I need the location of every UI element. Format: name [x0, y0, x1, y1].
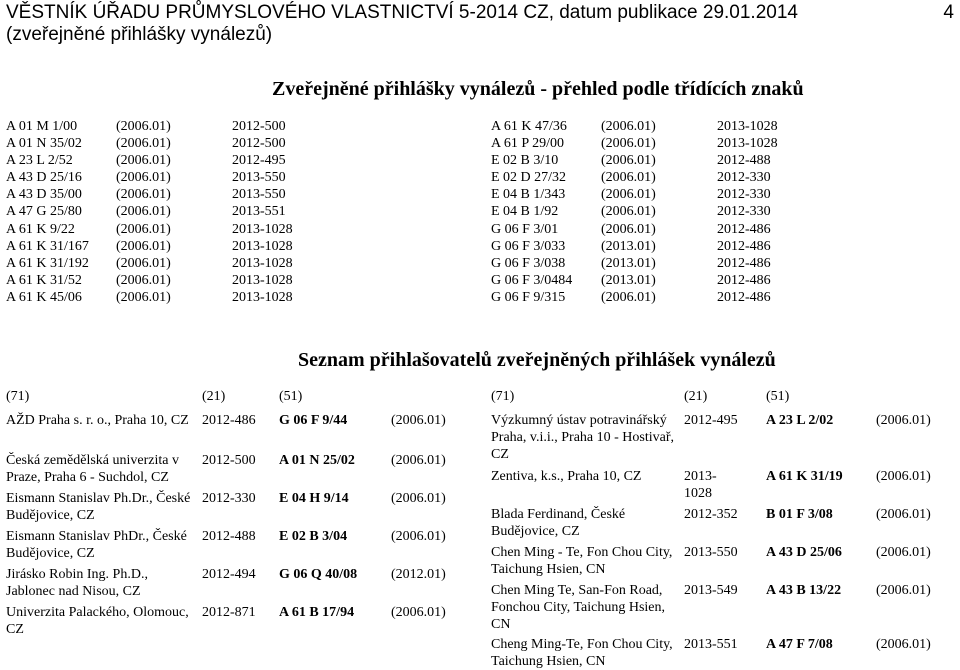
- col-71-header: (71): [6, 389, 30, 404]
- application-number: 2012-486: [717, 221, 771, 237]
- applicant-name: Eismann Stanislav PhDr., České Budějovice, CZ: [6, 529, 187, 561]
- applicant-name: AŽD Praha s. r. o., Praha 10, CZ: [6, 413, 189, 428]
- classification-code: A 01 N 25/02: [279, 453, 355, 468]
- classification-code: B 01 F 3/08: [766, 507, 833, 522]
- application-number: 2013-550: [684, 545, 738, 560]
- classification-code: A 61 K 31/19: [766, 469, 843, 484]
- classification-version: (2006.01): [876, 469, 931, 484]
- applicant-name: Blada Ferdinand, České Budějovice, CZ: [491, 507, 626, 539]
- classification-row: [491, 186, 951, 203]
- classification-code: G 06 F 3/01: [491, 221, 559, 237]
- classification-code: A 23 L 2/52: [6, 153, 73, 169]
- classification-version: (2006.01): [601, 221, 656, 237]
- application-number: 2012-486: [717, 238, 771, 254]
- classification-version: (2006.01): [601, 153, 656, 169]
- application-number: 2012-352: [684, 507, 738, 522]
- application-number: 2012-488: [717, 153, 771, 169]
- application-number: 2012-486: [202, 413, 256, 428]
- applicant-name: Cheng Ming-Te, Fon Chou City, Taichung Hsien, CN: [491, 637, 673, 669]
- classification-row: [491, 135, 951, 152]
- classification-row: [491, 221, 951, 238]
- application-number: 2012-330: [202, 491, 256, 506]
- classification-code: A 61 K 9/22: [6, 221, 75, 237]
- application-number: 2013-550: [232, 170, 286, 186]
- classification-code: A 61 K 31/192: [6, 255, 89, 271]
- applicants-list-left: [6, 412, 466, 668]
- classification-version: (2006.01): [116, 153, 171, 169]
- classification-version: (2006.01): [116, 255, 171, 271]
- application-number: 2013-1028: [717, 136, 778, 152]
- applicant-name: Eismann Stanislav Ph.Dr., České Budějovice, CZ: [6, 491, 191, 523]
- application-number: 2013-551: [232, 204, 286, 220]
- classification-table-right: [491, 118, 951, 306]
- classification-code: E 04 B 1/343: [491, 187, 566, 203]
- classification-version: (2006.01): [391, 453, 446, 468]
- classification-code: A 47 G 25/80: [6, 204, 82, 220]
- application-number: 2013-1028: [232, 238, 293, 254]
- classification-code: A 61 P 29/00: [491, 136, 564, 152]
- classification-table-left: [6, 118, 466, 306]
- applicant-name: Chen Ming - Te, Fon Chou City, Taichung Hsien, CN: [491, 545, 673, 577]
- classification-version: (2006.01): [116, 272, 171, 288]
- classification-row: [491, 152, 951, 169]
- section-title-classification: Zveřejněné přihlášky vynálezů - přehled podle třídících znaků: [272, 78, 804, 100]
- classification-row: [6, 289, 466, 306]
- application-number: 2012-495: [232, 153, 286, 169]
- classification-code: E 04 B 1/92: [491, 204, 559, 220]
- classification-version: (2006.01): [116, 136, 171, 152]
- classification-row: [6, 221, 466, 238]
- classification-row: [6, 186, 466, 203]
- applicant-name: Česká zemědělská univerzita v Praze, Praha 6 - Suchdol, CZ: [6, 453, 179, 485]
- classification-code: A 43 D 35/00: [6, 187, 82, 203]
- application-number: 2012-488: [202, 529, 256, 544]
- application-number: 2012-495: [684, 413, 738, 428]
- classification-version: (2006.01): [876, 545, 931, 560]
- classification-row: [491, 255, 951, 272]
- journal-title: VĚSTNÍK ÚŘADU PRŮMYSLOVÉHO VLASTNICTVÍ 5-2014 CZ, datum publikace 29.01.2014: [6, 2, 798, 23]
- classification-version: (2006.01): [391, 605, 446, 620]
- classification-row: [6, 152, 466, 169]
- application-number: 2012-494: [202, 567, 256, 582]
- classification-version: (2006.01): [391, 413, 446, 428]
- application-number: 2013-1028: [684, 469, 717, 501]
- classification-version: (2006.01): [116, 119, 171, 134]
- classification-row: [6, 203, 466, 220]
- classification-row: [491, 272, 951, 289]
- classification-code: A 61 K 31/52: [6, 272, 82, 288]
- classification-code: E 02 B 3/10: [491, 153, 559, 169]
- classification-version: (2006.01): [391, 529, 446, 544]
- classification-code: A 61 K 47/36: [491, 119, 567, 134]
- classification-code: A 01 N 35/02: [6, 136, 82, 152]
- classification-row: [491, 238, 951, 255]
- application-number: 2012-330: [717, 187, 771, 203]
- classification-row: [6, 255, 466, 272]
- application-number: 2013-549: [684, 583, 738, 598]
- journal-subtitle: (zveřejněné přihlášky vynálezů): [6, 24, 273, 45]
- classification-code: A 61 K 45/06: [6, 289, 82, 305]
- classification-code: E 02 D 27/32: [491, 170, 567, 186]
- classification-code: E 04 H 9/14: [279, 491, 349, 506]
- applicant-name: Chen Ming Te, San-Fon Road, Fonchou City, Taichung Hsien, CN: [491, 583, 666, 632]
- classification-code: G 06 Q 40/08: [279, 567, 358, 582]
- classification-code: G 06 F 9/315: [491, 289, 566, 305]
- applicant-name: Jirásko Robin Ing. Ph.D., Jablonec nad Nisou, CZ: [6, 567, 148, 599]
- application-number: 2013-1028: [232, 289, 293, 305]
- page-number: 4: [943, 2, 954, 23]
- classification-code: G 06 F 9/44: [279, 413, 348, 428]
- classification-version: (2012.01): [391, 567, 446, 582]
- classification-row: [6, 169, 466, 186]
- classification-code: A 01 M 1/00: [6, 119, 78, 134]
- classification-row: [6, 118, 466, 135]
- classification-version: (2006.01): [876, 637, 931, 652]
- classification-version: (2006.01): [601, 204, 656, 220]
- classification-version: (2006.01): [116, 170, 171, 186]
- classification-version: (2006.01): [601, 170, 656, 186]
- classification-version: (2006.01): [116, 204, 171, 220]
- page-header: [6, 2, 954, 46]
- application-number: 2012-486: [717, 272, 771, 288]
- classification-code: G 06 F 3/033: [491, 238, 566, 254]
- application-number: 2012-330: [717, 170, 771, 186]
- application-number: 2012-486: [717, 255, 771, 271]
- classification-row: [491, 203, 951, 220]
- classification-row: [491, 169, 951, 186]
- classification-version: (2006.01): [116, 238, 171, 254]
- col-21-header: (21): [202, 389, 226, 404]
- application-number: 2012-500: [232, 119, 286, 134]
- applicant-name: Zentiva, k.s., Praha 10, CZ: [491, 469, 642, 484]
- classification-version: (2006.01): [116, 221, 171, 237]
- classification-code: A 23 L 2/02: [766, 413, 834, 428]
- classification-code: A 43 B 13/22: [766, 583, 842, 598]
- classification-code: A 43 D 25/06: [766, 545, 842, 560]
- classification-row: [491, 118, 951, 135]
- classification-version: (2006.01): [116, 187, 171, 203]
- application-number: 2012-500: [202, 453, 256, 468]
- col-51-header: (51): [279, 389, 303, 404]
- classification-version: (2013.01): [601, 272, 656, 288]
- classification-code: A 43 D 25/16: [6, 170, 82, 186]
- classification-code: G 06 F 3/038: [491, 255, 566, 271]
- classification-version: (2013.01): [601, 255, 656, 271]
- classification-code: E 02 B 3/04: [279, 529, 348, 544]
- classification-code: A 61 B 17/94: [279, 605, 355, 620]
- application-number: 2013-551: [684, 637, 738, 652]
- section-title-applicants: Seznam přihlašovatelů zveřejněných přihlášek vynálezů: [298, 349, 776, 371]
- col-21-header: (21): [684, 389, 708, 404]
- classification-row: [6, 135, 466, 152]
- classification-version: (2006.01): [876, 583, 931, 598]
- application-number: 2012-871: [202, 605, 256, 620]
- classification-row: [491, 289, 951, 306]
- applicant-name: Výzkumný ústav potravinářský Praha, v.i.i., Praha 10 - Hostivař, CZ: [491, 413, 674, 462]
- classification-version: (2006.01): [876, 507, 931, 522]
- classification-version: (2006.01): [116, 289, 171, 305]
- classification-version: (2013.01): [601, 238, 656, 254]
- classification-version: (2006.01): [391, 491, 446, 506]
- application-number: 2013-1028: [717, 119, 778, 134]
- classification-version: (2006.01): [601, 136, 656, 152]
- application-number: 2012-500: [232, 136, 286, 152]
- classification-code: A 61 K 31/167: [6, 238, 89, 254]
- applicants-list-right: [491, 412, 956, 668]
- classification-version: (2006.01): [601, 289, 656, 305]
- classification-code: A 47 F 7/08: [766, 637, 833, 652]
- classification-version: (2006.01): [876, 413, 931, 428]
- application-number: 2012-330: [717, 204, 771, 220]
- application-number: 2013-1028: [232, 255, 293, 271]
- classification-version: (2006.01): [601, 119, 656, 134]
- application-number: 2012-486: [717, 289, 771, 305]
- classification-code: G 06 F 3/0484: [491, 272, 573, 288]
- application-number: 2013-550: [232, 187, 286, 203]
- classification-row: [6, 272, 466, 289]
- classification-row: [6, 238, 466, 255]
- applicant-name: Univerzita Palackého, Olomouc, CZ: [6, 605, 189, 637]
- application-number: 2013-1028: [232, 272, 293, 288]
- col-51-header: (51): [766, 389, 790, 404]
- classification-version: (2006.01): [601, 187, 656, 203]
- application-number: 2013-1028: [232, 221, 293, 237]
- col-71-header: (71): [491, 389, 515, 404]
